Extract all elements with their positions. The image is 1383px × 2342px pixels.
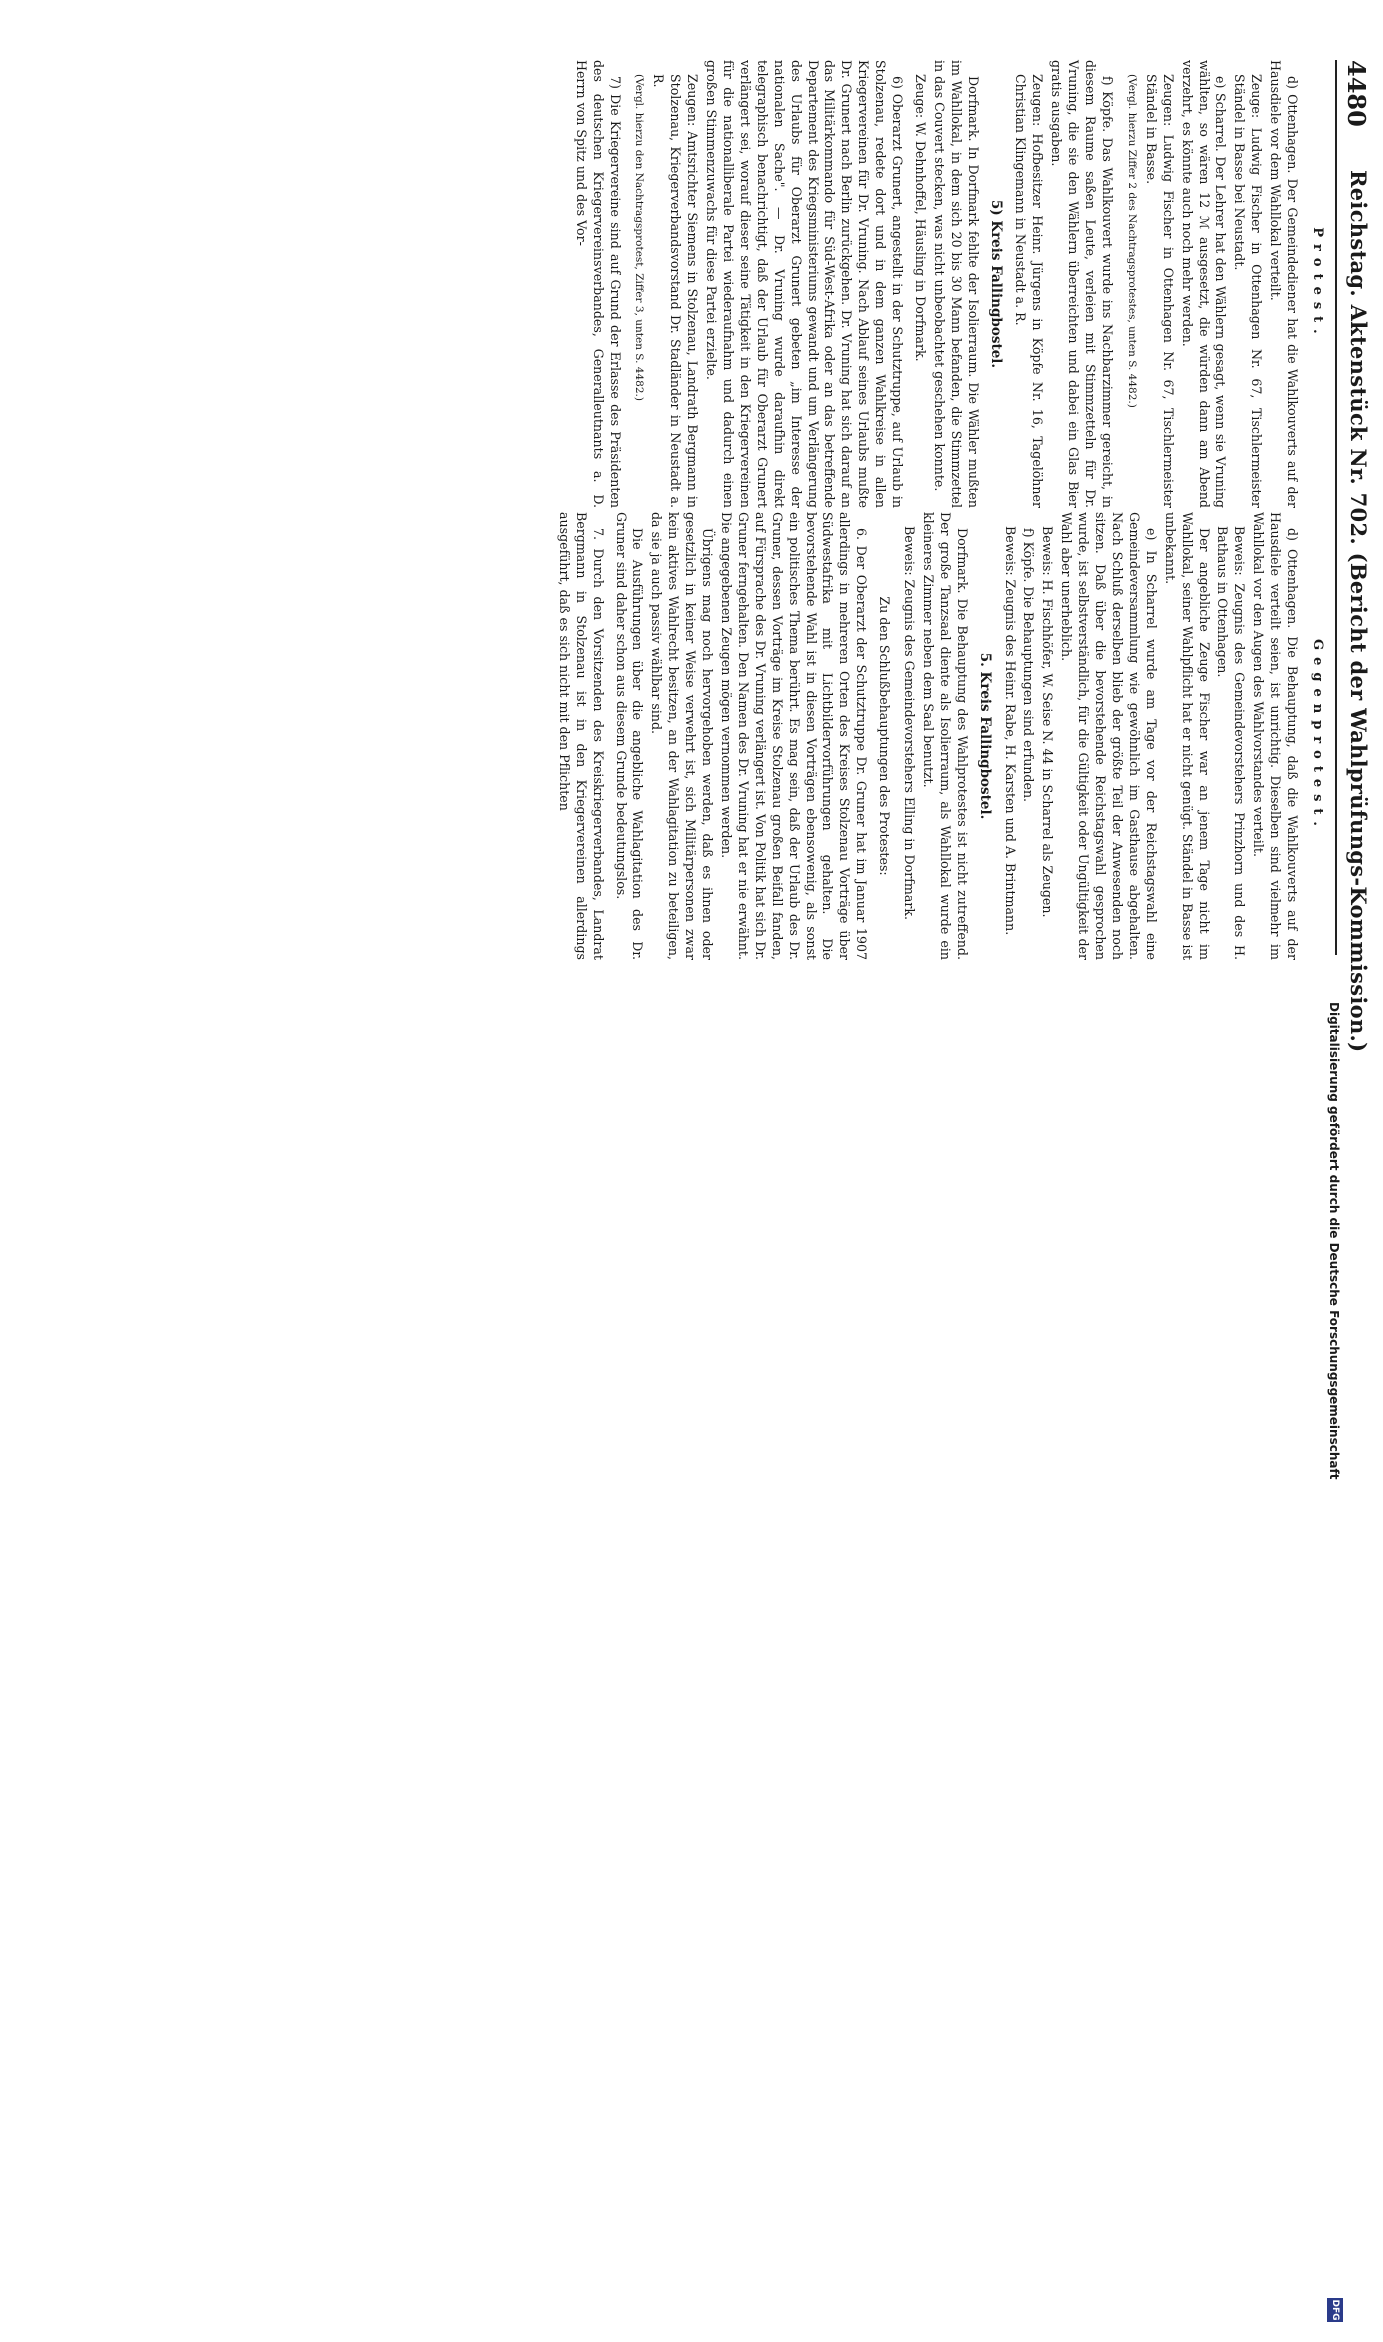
page-header [1335,60,1375,1053]
digitization-credit [1323,1002,1343,2342]
district-heading: 5) Kreis Fallingbostel. [987,199,1004,369]
paragraph: e) Scharrel. Der Lehrer hat den Wählern gesagt, wenn sie Vruning wählten, so wären 12 ℳ ausgesetzt, die würden dann am Abend verzehrt, es könnte auch noch mehr werden. [1179,60,1229,508]
evidence-line: Beweis: Zeugnis des Heinr. Rabe, H. Karsten und A. Brintmann. [1002,526,1018,936]
paragraph: Dorfmark. Die Behauptung des Wahlprotestes ist nicht zutreffend. Der große Tanzsaal diente als Isolierraum, als Wahllokal wurde ein kleineres Zimmer neben dem Saal benutzt. [920,512,970,960]
paragraph: f) Köpfe. Die Behauptungen sind erfunden. [1021,528,1037,803]
witness-line: Zeugen: Amtsrichter Siemens in Stolzenau, Landrath Bergmann in Stolzenau, Kriegerverbandsvorstand Dr. Stadländer in Neustadt a. R. [651,74,701,508]
paragraph: 6) Oberarzt Grunert, angestellt in der Schutztruppe, auf Urlaub in Stolzenau, redete dort und in dem ganzen Wahlkreise in allen Kriegervereinen für Dr. Vruning. Nach Ablauf seines Urlaubs mußte Dr. Grunert nach Berlin zurückgehen. Dr. Vruning hat sich darauf an das Militärkommando für Süd-West-Afrika oder an das betreffende Departement des Kriegsministeriums gewandt und um Verlängerung des Urlaubs für Oberarzt Grunert gebeten „im Interesse der nationalen Sache". — Dr. Vruning wurde daraufhin direkt telegraphisch benachrichtigt, daß der Urlaub für Oberarzt Grunert verlängert sei, worauf dieser seine Tätigkeit in den Kriegervereinen für die nationalliberale Partei wiederaufnahm und dadurch einen großen Stimmenzuwachs für diese Partei erzielte. [704,60,906,508]
paragraph: 7. Durch den Vorsitzenden des Kreiskriegerverbandes, Landrat Bergmann in Stolzenau ist in den Kriegervereinen allerdings ausgeführt, daß es sich nicht mit den Pflichten [556,512,606,960]
witness-line: Zeuge: Ludwig Fischer in Ottenhagen Nr. 67, Tischlermeister Ständel in Basse bei Neustadt. [1232,74,1265,508]
dfg-logo: DFG [1327,2298,1343,2322]
section-title-gegenprotest: Gegenprotest. [1310,639,1325,833]
district-heading: 5. Kreis Fallingbostel. [976,652,993,820]
reference-note: (Vergl. hierzu den Nachtragsprotest, Ziffer 3, unten S. 4482.) [633,74,646,401]
page-header-title: Reichstag. Aktenstück Nr. 702. (Bericht der Wahlprüfungs-Kommission.) [1346,170,1371,1053]
witness-line: Zeuge: W. Dehnhoffel, Häusling in Dorfmark. [912,74,928,362]
paragraph: Dorfmark. In Dorfmark fehlte der Isolierraum. Die Wähler mußten im Wahllokal, in dem sich 20 bis 30 Mann befanden, die Stimmzettel in das Couvert stecken, was nicht unbeobachtet geschehen konnte. [931,60,981,508]
paragraph: 7) Die Kriegervereine sind auf Grund der Erlasse des Präsidenten des deutschen Kriegervereinsverbandes, Generalleutnants a. D. Herrn von Spitz und des Vor- [573,60,623,508]
credit-text: Digitalisierung gefördert durch die Deutsche Forschungsgemeinschaft [1327,1002,1341,1480]
paragraph: Übrigens mag noch hervorgehoben werden, daß es ihnen oder gesetzlich in keiner Weise verwehrt ist, sich Militärpersonen zwar kein aktives Wahlrecht besitzen, an der Wahlagitation zu beteiligen, da sie ja auch passiv wählbar sind. [649,512,716,960]
reference-note: (Vergl. hierzu Ziffer 2 des Nachtragsprotestes, unten S. 4482.) [1125,74,1138,408]
page-number: 4480 [1342,60,1371,127]
section-title-protest: Protest. [1310,227,1325,341]
evidence-line: Beweis: H. Fischhöfer, W. Seise N. 44 in Scharrel als Zeugen. [1040,526,1056,918]
paragraph: 6. Der Oberarzt der Schutztruppe Dr. Gruner hat im Januar 1907 allerdings in mehreren Orten des Kreises Stolzenau Vorträge über Südwestafrika mit Lichtbildervorführungen gehalten. Die bevorstehende Wahl ist in diesen Vorträgen ebensowenig, als sonst ein politisches Thema berührt. Es mag sein, daß der Urlaub des Dr. Gruner, dessen Vorträge im Kreise Stolzenau großen Beifall fanden, auf Fürsprache des Dr. Vruning verlängert ist. Von Politik hat sich Dr. Gruner ferngehalten. Den Namen des Dr. Vruning hat er nie erwähnt. Die angegebenen Zeugen mögen vernommen werden. [719,512,870,960]
witness-line: Zeugen: Hofbesitzer Heinr. Jürgens in Köpfe Nr. 16, Tagelöhner Christian Klingemann in Neustadt a. R. [1013,74,1046,508]
paragraph: Die Ausführungen über die angebliche Wahlagitation des Dr. Gruner sind daher schon aus diesem Grunde bedeutungslos. [613,512,646,960]
evidence-line: Beweis: Zeugnis des Gemeindevorstehers Prinzhorn und des H. Bathaus in Ottenhagen. [1215,526,1248,960]
paragraph: d) Ottenhagen. Der Gemeindediener hat die Wahlkouverts auf der Hausdiele vor dem Wahllokal verteilt. [1268,60,1301,508]
left-column-protest [570,60,1331,508]
right-column-counter-protest [553,512,1331,960]
paragraph: Der angebliche Zeuge Fischer war an jenem Tage nicht im Wahllokal, seiner Wahlpflicht hat er nicht genügt. Ständel in Basse ist unbekannt. [1162,512,1212,960]
witness-line: Zeugen: Ludwig Fischer in Ottenhagen Nr. 67, Tischlermeister Ständel in Basse. [1143,74,1176,508]
evidence-line: Beweis: Zeugnis des Gemeindevorstehers Elling in Dorfmark. [902,526,918,921]
header-rule [1335,60,1337,955]
paragraph: f) Köpfe. Das Wahlkouvert wurde ins Nachbarzimmer gereicht, in diesem Raume saßen Leute, verleien mit Stimmzetteln für Dr. Vruning, die sie den Wählern überreichten und dabei ein Glas Bier gratis ausgaben. [1049,60,1116,508]
paragraph: d) Ottenhagen. Die Behauptung, daß die Wahlkouverts auf der Hausdiele verteilt seien, ist unrichtig. Dieselben sind vielmehr im Wahllokal vor den Augen des Wahlvorstandes verteilt. [1251,512,1301,960]
paragraph: e) In Scharrel wurde am Tage vor der Reichstagswahl eine Gemeindeversammlung wie gewöhnlich im Gasthause abgehalten. Nach Schluß derselben blieb der größte Teil der Anwesenden noch sitzen. Daß über die bevorstehende Reichstagswahl gesprochen wurde, ist selbstverständlich, für die Gültigkeit oder Ungültigkeit der Wahl aber unerheblich. [1059,512,1159,960]
subheading: Zu den Schlußbehauptungen des Protestes: [877,596,893,876]
